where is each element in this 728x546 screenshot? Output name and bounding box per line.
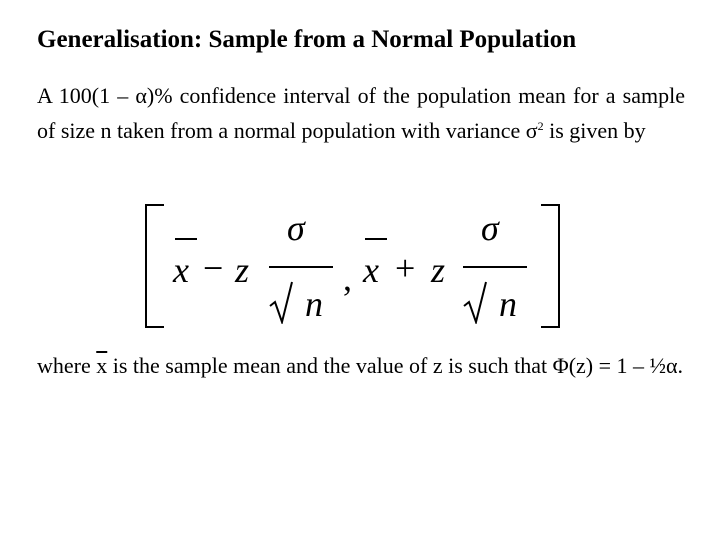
sqrt-icon	[463, 280, 487, 324]
intro-text: A 100(1 – α)% confidence interval of the population mean for a sample of size n taken from a normal population with variance σ	[37, 83, 685, 143]
z-symbol: z	[235, 250, 250, 290]
explanation-text: where	[37, 353, 97, 378]
sqrt-icon	[269, 280, 293, 324]
fraction-bar	[463, 266, 527, 268]
z-symbol: z	[431, 250, 446, 290]
right-bracket	[541, 204, 560, 328]
explanation-paragraph	[37, 350, 685, 381]
sample-mean-x: $\overline{x}$	[96, 353, 108, 378]
n-denominator: n	[305, 284, 323, 324]
plus-sign: +	[395, 248, 416, 288]
intro-paragraph	[37, 80, 685, 146]
confidence-interval-formula	[145, 200, 560, 328]
minus-sign: −	[203, 248, 224, 288]
fraction-bar	[269, 266, 333, 268]
sigma-numerator: σ	[481, 208, 499, 248]
sample-mean-symbol: x	[363, 250, 379, 290]
n-denominator: n	[499, 284, 517, 324]
intro-text-end: is given by	[543, 118, 646, 143]
comma: ,	[343, 258, 352, 298]
sigma-numerator: σ	[287, 208, 305, 248]
variance-exponent: 2	[537, 119, 544, 133]
sample-mean-symbol: x	[173, 250, 189, 290]
slide-title: Generalisation: Sample from a Normal Population	[37, 26, 577, 53]
left-bracket	[145, 204, 164, 328]
explanation-text-end: is the sample mean and the value of z is such that Φ(z) = 1 – ½α.	[107, 353, 684, 378]
